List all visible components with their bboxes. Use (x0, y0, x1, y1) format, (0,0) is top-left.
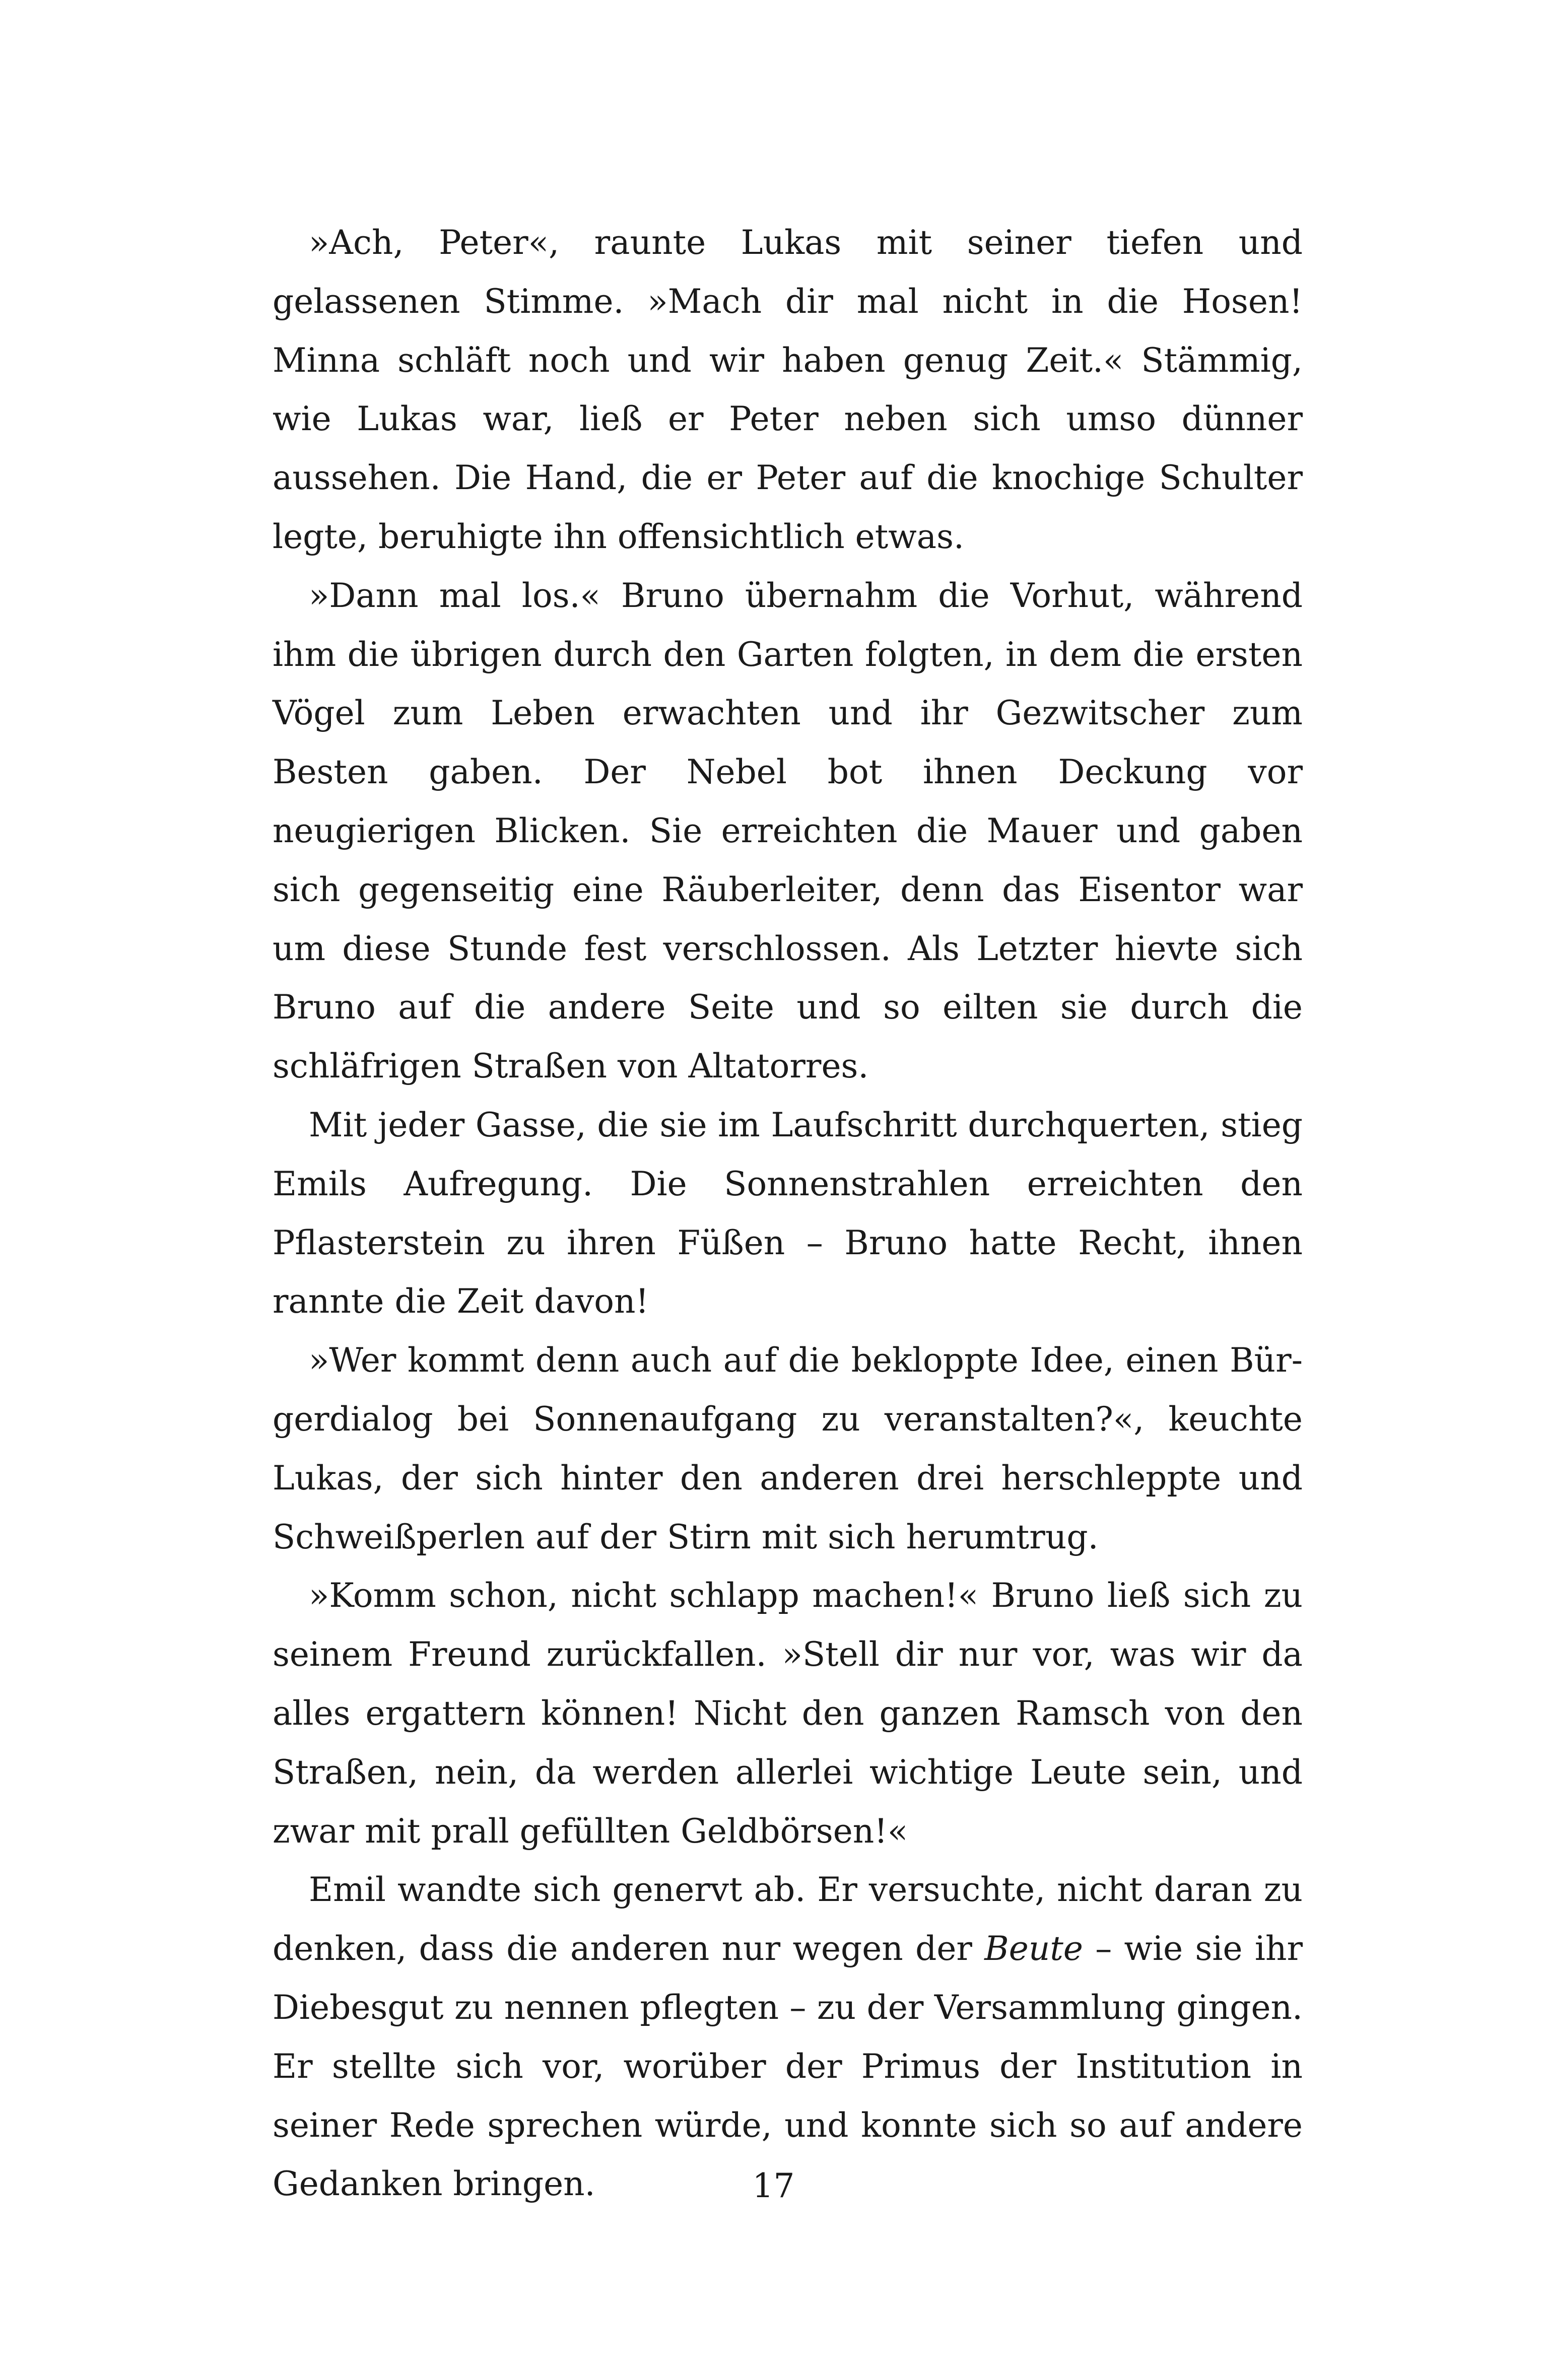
page-body-text (273, 214, 1303, 2214)
paragraph-2: »Dann mal los.« Bruno übernahm die Vorhut, während ihm die übrigen durch den Garten folgten, in dem die ersten Vögel zum Leben erwachten und ihr Gezwitscher zum Besten gaben. Der Nebel bot ihnen Deckung vor neugierigen Blicken. Sie erreichten die Mauer und gaben sich gegenseitig eine Räuberleiter, denn das Eisentor war um diese Stunde fest verschlossen. Als Letzter hievte sich Bruno auf die andere Seite und so eilten sie durch die schläfrigen Straßen von Altatorres. (273, 576, 1303, 1086)
paragraph-1: »Ach, Peter«, raunte Lukas mit seiner tiefen und gelassenen Stimme. »Mach dir mal nicht in die Hosen! Minna schläft noch und wir haben genug Zeit.« Stämmig, wie Lukas war, ließ er Peter neben sich umso dünner aussehen. Die Hand, die er Peter auf die knochige Schulter legte, beruhigte ihn offensichtlich etwas. (273, 223, 1303, 556)
paragraph-5: »Komm schon, nicht schlapp machen!« Bruno ließ sich zu seinem Freund zurückfallen. »Stell dir nur vor, was wir da alles ergattern können! Nicht den ganzen Ramsch von den Straßen, nein, da werden allerlei wichtige Leute sein, und zwar mit prall gefüllten Geldbörsen!« (273, 1576, 1303, 1851)
paragraph-3: Mit jeder Gasse, die sie im Laufschritt durchquerten, stieg Emils Aufregung. Die Sonnenstrahlen erreichten den Pflasterstein zu ihren Füßen – Bruno hatte Recht, ihnen rannte die Zeit davon! (273, 1105, 1303, 1321)
paragraph-6-start: Emil wandte sich genervt ab. Er versuchte, nicht daran zu denken, dass die anderen nur wegen der (273, 1870, 1303, 1968)
paragraph-6-end: – wie sie ihr Diebesgut zu nennen pflegten – zu der Versammlung gingen. Er stellte sich vor, worüber der Primus der Institution in seiner Rede sprechen würde, und konnte sich so auf andere Gedanken bringen. (273, 1929, 1303, 2204)
italic-word-beute: Beute (984, 1929, 1083, 1968)
page-number: 17 (752, 2166, 795, 2205)
paragraph-6 (273, 1861, 1303, 2214)
paragraph-4: »Wer kommt denn auch auf die bekloppte Idee, einen Bürgerdialog bei Sonnenaufgang zu veranstalten?«, keuchte Lukas, der sich hinter den anderen drei herschleppte und Schweißperlen auf der Stirn mit sich herumtrug. (273, 1341, 1303, 1556)
